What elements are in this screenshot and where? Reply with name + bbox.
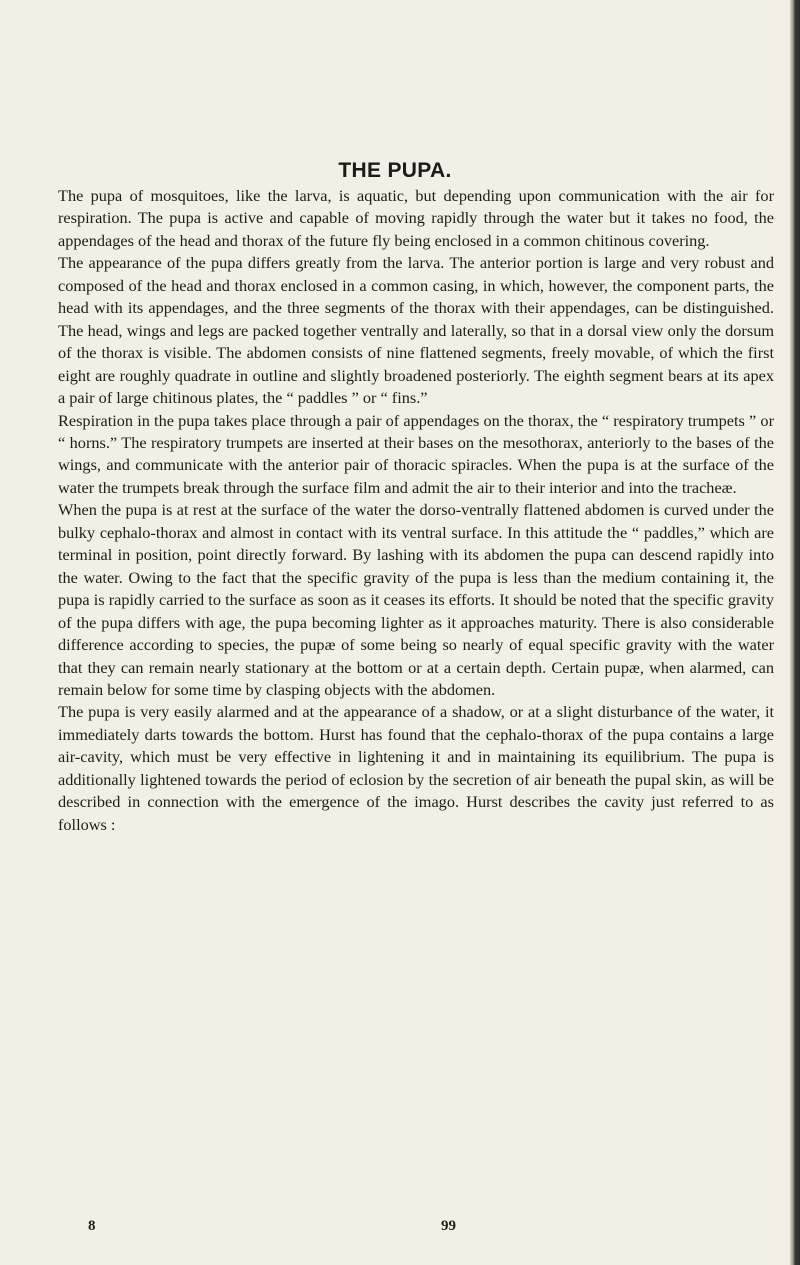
book-edge <box>790 0 800 1265</box>
paragraph: Respiration in the pupa takes place through a pair of appendages on the thorax, the “ respiratory trumpets ” or “ horns.” The respiratory trumpets are inserted at their bases on the mesothorax, anteriorly to the bases of the wings, and communicate with the anterior pair of thoracic spiracles. When the pupa is at the surface of the water the trumpets break through the surface film and admit the air to their interior and into the tracheæ. <box>58 410 774 497</box>
page-number: 99 <box>441 1218 456 1234</box>
signature-mark: 8 <box>88 1218 96 1234</box>
page-title: THE PUPA. <box>338 159 452 182</box>
paragraph: The appearance of the pupa differs greatly from the larva. The anterior portion is large and very robust and composed of the head and thorax enclosed in a common casing, in which, however, the component parts, the head with its appendages, and the three segments of the thorax with their appendages, can be distinguished. The head, wings and legs are packed together ventrally and laterally, so that in a dorsal view only the dorsum of the thorax is visible. The abdomen consists of nine flattened segments, freely movable, of which the first eight are roughly quadrate in outline and slightly broadened posteriorly. The eighth segment bears at its apex a pair of large chitinous plates, the “ paddles ” or “ fins.” <box>58 253 774 408</box>
body-text <box>58 185 774 836</box>
paragraph: The pupa of mosquitoes, like the larva, is aquatic, but depending upon communication with the air for respiration. The pupa is active and capable of moving rapidly through the water but it takes no food, the appendages of the head and thorax of the future fly being enclosed in a common chitinous covering. <box>58 186 774 250</box>
paragraph: The pupa is very easily alarmed and at the appearance of a shadow, or at a slight disturbance of the water, it immediately darts towards the bottom. Hurst has found that the cephalo-thorax of the pupa contains a large air-cavity, which must be very effective in lightening it and in maintaining its equilibrium. The pupa is additionally lightened towards the period of eclosion by the secretion of air beneath the pupal skin, as will be described in connection with the emergence of the imago. Hurst describes the cavity just referred to as follows : <box>58 702 774 834</box>
paragraph: When the pupa is at rest at the surface of the water the dorso-ventrally flattened abdomen is curved under the bulky cephalo-thorax and almost in contact with its ventral surface. In this attitude the “ paddles,” which are terminal in position, point directly forward. By lashing with its abdomen the pupa can descend rapidly into the water. Owing to the fact that the specific gravity of the pupa is less than the medium containing it, the pupa is rapidly carried to the surface as soon as it ceases its efforts. It should be noted that the specific gravity of the pupa differs with age, the pupa becoming lighter as it approaches maturity. There is also considerable difference according to species, the pupæ of some being so nearly of equal specific gravity with the water that they can remain nearly stationary at the bottom or at a certain depth. Certain pupæ, when alarmed, can remain below for some time by clasping objects with the abdomen. <box>58 500 774 699</box>
